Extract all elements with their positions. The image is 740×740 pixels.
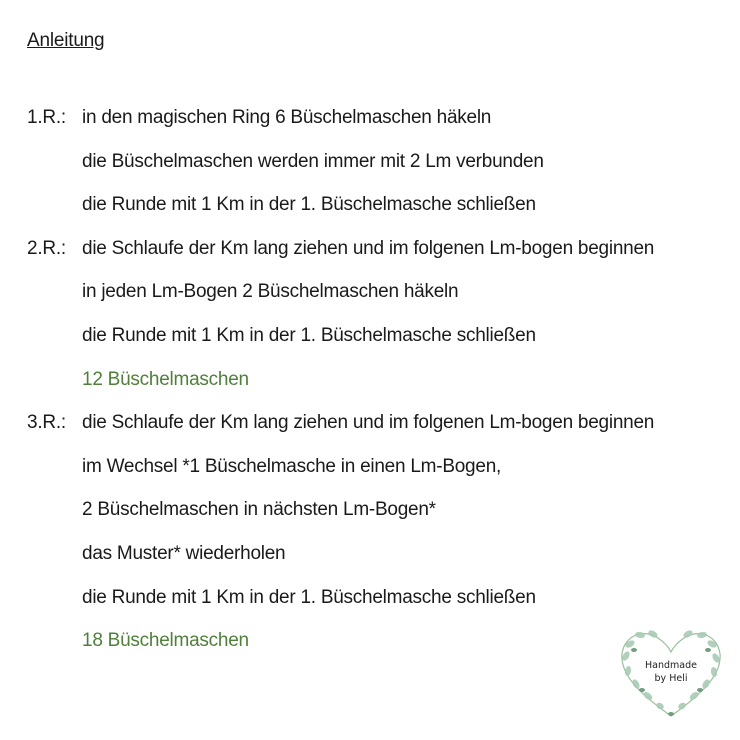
instruction-text: in jeden Lm-Bogen 2 Büschelmaschen häkeln — [82, 281, 459, 303]
round-number: 1.R.: — [27, 107, 66, 128]
instruction-text: in den magischen Ring 6 Büschelmaschen häkeln — [82, 107, 492, 128]
round-number: 3.R.: — [27, 412, 66, 434]
instruction-text: die Schlaufe der Km lang ziehen und im folgenen Lm-bogen beginnen — [82, 237, 655, 259]
instruction-text: die Runde mit 1 Km in der 1. Büschelmasche schließen — [82, 325, 536, 346]
stitch-count: 12 Büschelmaschen — [82, 368, 249, 390]
logo-line1: Handmade — [645, 660, 697, 671]
instruction-text: die Schlaufe der Km lang ziehen und im folgenen Lm-bogen beginnen — [82, 412, 655, 434]
instruction-text: im Wechsel *1 Büschelmasche in einen Lm-Bogen, — [82, 455, 502, 477]
round-number: 2.R.: — [27, 237, 66, 259]
instruction-text: die Runde mit 1 Km in der 1. Büschelmasche schließen — [82, 194, 536, 216]
logo-line2: by Heli — [654, 673, 688, 684]
heading-anleitung: Anleitung — [27, 30, 105, 51]
stitch-count: 18 Büschelmaschen — [82, 630, 249, 652]
instruction-text: das Muster* wiederholen — [82, 543, 286, 564]
instruction-text: die Runde mit 1 Km in der 1. Büschelmasche schließen — [82, 586, 536, 608]
instruction-text: 2 Büschelmaschen in nächsten Lm-Bogen* — [82, 499, 436, 521]
eucalyptus-heart-wreath-icon — [608, 616, 734, 726]
handmade-by-heli-logo — [608, 616, 734, 726]
instruction-text: die Büschelmaschen werden immer mit 2 Lm verbunden — [82, 150, 544, 172]
